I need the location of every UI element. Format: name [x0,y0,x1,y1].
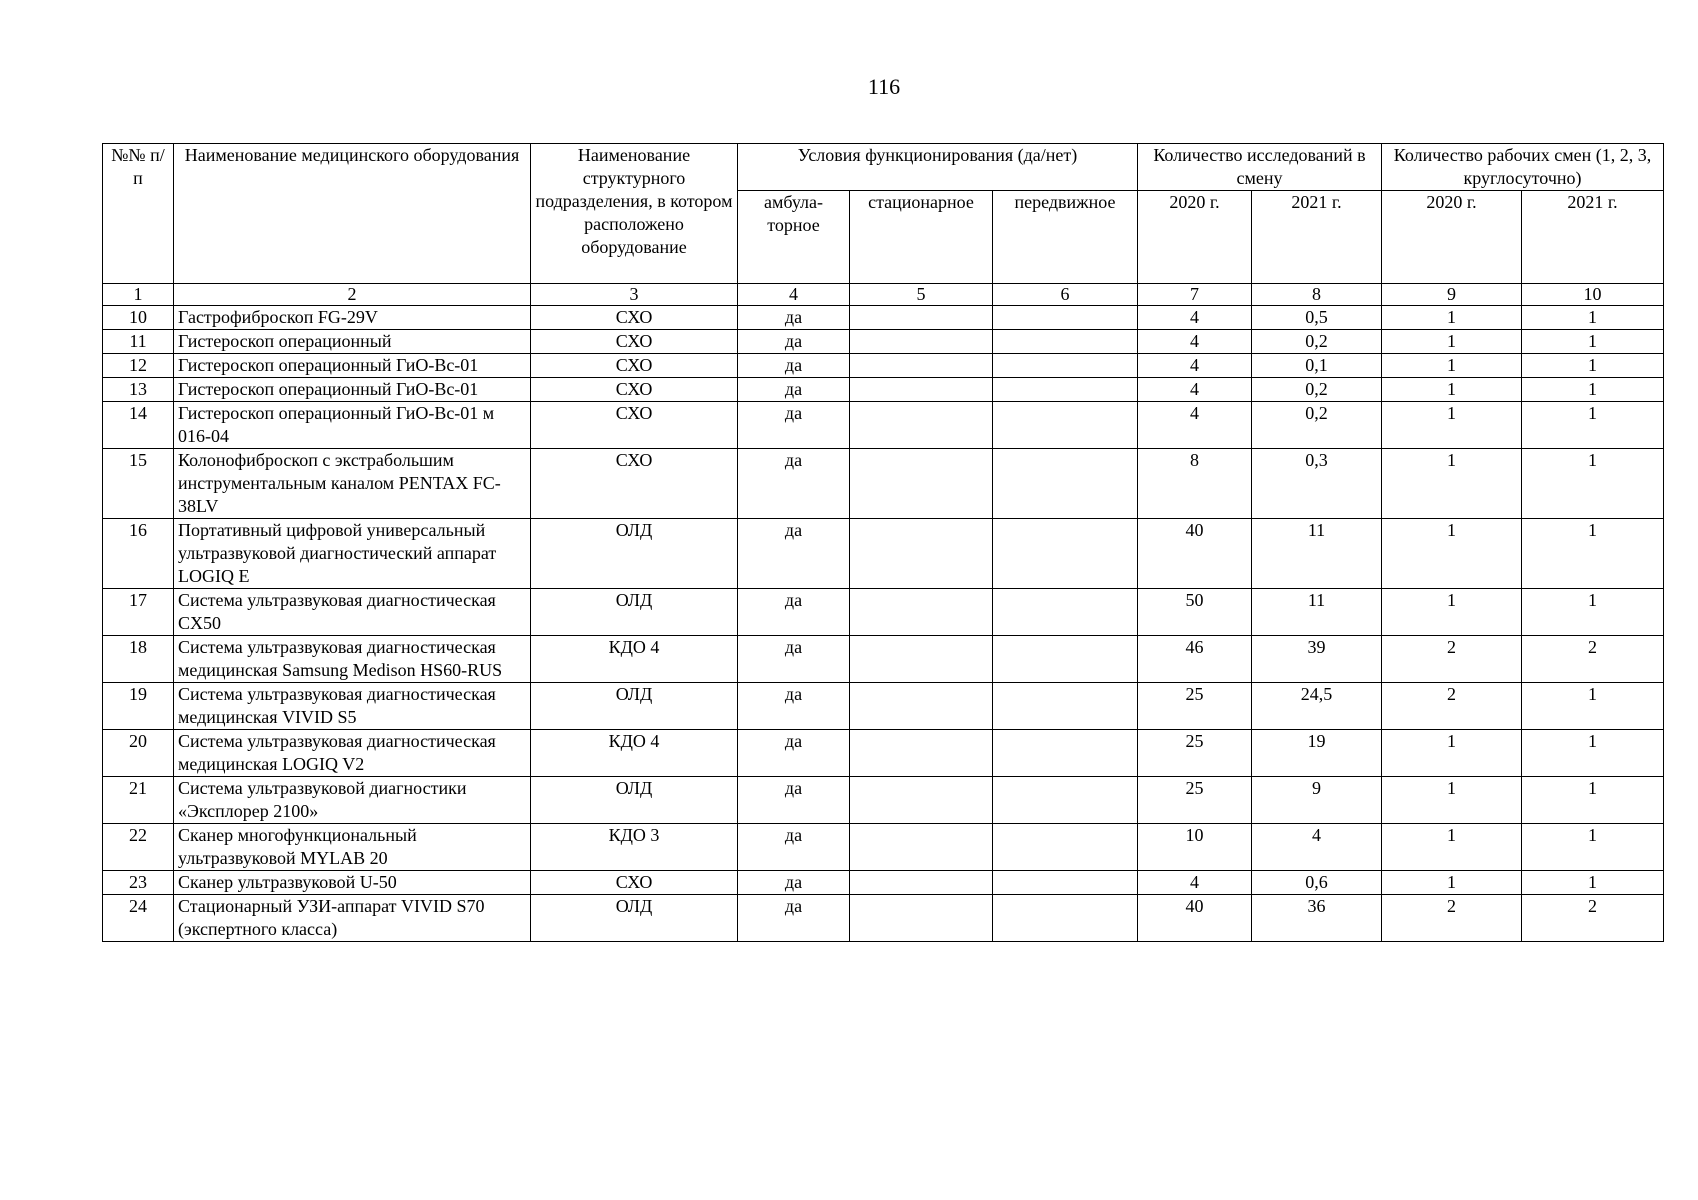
shifts-2020: 2 [1382,895,1522,942]
studies-2020: 4 [1138,402,1252,449]
equipment-name: Гистероскоп операционный [174,330,531,354]
header-studies-2020: 2020 г. [1138,191,1252,284]
row-number: 13 [103,378,174,402]
shifts-2020: 2 [1382,683,1522,730]
inpatient-flag [850,777,993,824]
ambulatory-flag: да [738,519,850,589]
mobile-flag [993,636,1138,683]
shifts-2021: 2 [1522,636,1664,683]
department: СХО [531,378,738,402]
column-index: 5 [850,284,993,306]
header-shifts-2020: 2020 г. [1382,191,1522,284]
studies-2021: 0,2 [1252,378,1382,402]
equipment-name: Сканер многофункциональный ультразвуковой MYLAB 20 [174,824,531,871]
table-row [103,589,1664,636]
studies-2020: 4 [1138,306,1252,330]
department: ОЛД [531,895,738,942]
row-number: 12 [103,354,174,378]
shifts-2021: 1 [1522,402,1664,449]
header-studies: Количество исследований в смену [1138,144,1382,191]
shifts-2020: 1 [1382,330,1522,354]
column-index: 4 [738,284,850,306]
header-shifts-2021: 2021 г. [1522,191,1664,284]
shifts-2021: 1 [1522,683,1664,730]
shifts-2020: 1 [1382,824,1522,871]
shifts-2021: 1 [1522,354,1664,378]
row-number: 22 [103,824,174,871]
studies-2021: 0,1 [1252,354,1382,378]
header-shifts: Количество рабочих смен (1, 2, 3, круглосуточно) [1382,144,1664,191]
page-number: 116 [867,74,901,99]
studies-2021: 19 [1252,730,1382,777]
studies-2020: 40 [1138,895,1252,942]
shifts-2021: 1 [1522,449,1664,519]
table-row [103,519,1664,589]
studies-2021: 4 [1252,824,1382,871]
studies-2020: 25 [1138,683,1252,730]
header-ambulatory: амбула-торное [738,191,850,284]
inpatient-flag [850,519,993,589]
studies-2020: 25 [1138,730,1252,777]
studies-2021: 0,2 [1252,330,1382,354]
studies-2021: 0,5 [1252,306,1382,330]
studies-2021: 39 [1252,636,1382,683]
studies-2020: 50 [1138,589,1252,636]
column-index: 1 [103,284,174,306]
row-number: 14 [103,402,174,449]
equipment-name: Портативный цифровой универсальный ультразвуковой диагностический аппарат LOGIQ E [174,519,531,589]
row-number: 15 [103,449,174,519]
shifts-2020: 1 [1382,306,1522,330]
shifts-2020: 1 [1382,354,1522,378]
row-number: 10 [103,306,174,330]
equipment-name: Система ультразвуковой диагностики «Эксплорер 2100» [174,777,531,824]
studies-2021: 9 [1252,777,1382,824]
studies-2021: 11 [1252,519,1382,589]
shifts-2020: 1 [1382,871,1522,895]
shifts-2020: 1 [1382,777,1522,824]
ambulatory-flag: да [738,895,850,942]
inpatient-flag [850,589,993,636]
studies-2020: 4 [1138,378,1252,402]
department: ОЛД [531,683,738,730]
ambulatory-flag: да [738,871,850,895]
inpatient-flag [850,636,993,683]
ambulatory-flag: да [738,824,850,871]
table-row [103,330,1664,354]
inpatient-flag [850,449,993,519]
ambulatory-flag: да [738,378,850,402]
equipment-name: Колонофиброскоп с экстрабольшим инструментальным каналом PENTAX FC-38LV [174,449,531,519]
studies-2021: 36 [1252,895,1382,942]
table-row [103,777,1664,824]
header-studies-2021: 2021 г. [1252,191,1382,284]
mobile-flag [993,589,1138,636]
department: КДО 3 [531,824,738,871]
studies-2021: 24,5 [1252,683,1382,730]
table-body [103,284,1664,942]
inpatient-flag [850,895,993,942]
ambulatory-flag: да [738,730,850,777]
studies-2020: 46 [1138,636,1252,683]
table-row [103,871,1664,895]
column-index: 7 [1138,284,1252,306]
shifts-2020: 1 [1382,378,1522,402]
inpatient-flag [850,306,993,330]
table-row [103,683,1664,730]
studies-2021: 0,6 [1252,871,1382,895]
department: ОЛД [531,589,738,636]
shifts-2021: 1 [1522,378,1664,402]
inpatient-flag [850,824,993,871]
row-number: 18 [103,636,174,683]
department: КДО 4 [531,636,738,683]
table-row [103,636,1664,683]
department: ОЛД [531,777,738,824]
header-conditions: Условия функционирования (да/нет) [738,144,1138,191]
mobile-flag [993,519,1138,589]
shifts-2020: 1 [1382,402,1522,449]
shifts-2021: 1 [1522,871,1664,895]
studies-2020: 10 [1138,824,1252,871]
row-number: 23 [103,871,174,895]
ambulatory-flag: да [738,402,850,449]
ambulatory-flag: да [738,589,850,636]
equipment-name: Система ультразвуковая диагностическая медицинская VIVID S5 [174,683,531,730]
department: СХО [531,354,738,378]
mobile-flag [993,306,1138,330]
equipment-name: Система ультразвуковая диагностическая CX50 [174,589,531,636]
studies-2020: 8 [1138,449,1252,519]
studies-2021: 0,2 [1252,402,1382,449]
shifts-2021: 1 [1522,589,1664,636]
studies-2020: 40 [1138,519,1252,589]
row-number: 20 [103,730,174,777]
ambulatory-flag: да [738,306,850,330]
mobile-flag [993,449,1138,519]
row-number: 16 [103,519,174,589]
shifts-2021: 2 [1522,895,1664,942]
equipment-table [102,143,1664,942]
mobile-flag [993,824,1138,871]
column-index: 2 [174,284,531,306]
department: СХО [531,306,738,330]
table-row [103,730,1664,777]
mobile-flag [993,378,1138,402]
mobile-flag [993,354,1138,378]
header-inpatient: стационарное [850,191,993,284]
inpatient-flag [850,378,993,402]
row-number: 24 [103,895,174,942]
header-num: №№ п/п [103,144,174,284]
mobile-flag [993,730,1138,777]
column-index: 6 [993,284,1138,306]
equipment-name: Гастрофиброскоп FG-29V [174,306,531,330]
studies-2021: 11 [1252,589,1382,636]
ambulatory-flag: да [738,354,850,378]
row-number: 17 [103,589,174,636]
ambulatory-flag: да [738,636,850,683]
shifts-2021: 1 [1522,306,1664,330]
row-number: 11 [103,330,174,354]
studies-2020: 4 [1138,330,1252,354]
department: СХО [531,330,738,354]
ambulatory-flag: да [738,330,850,354]
table-row [103,895,1664,942]
studies-2021: 0,3 [1252,449,1382,519]
shifts-2020: 1 [1382,589,1522,636]
table-row [103,378,1664,402]
shifts-2021: 1 [1522,730,1664,777]
department: СХО [531,449,738,519]
department: КДО 4 [531,730,738,777]
inpatient-flag [850,354,993,378]
inpatient-flag [850,871,993,895]
inpatient-flag [850,730,993,777]
equipment-name: Система ультразвуковая диагностическая медицинская LOGIQ V2 [174,730,531,777]
ambulatory-flag: да [738,449,850,519]
inpatient-flag [850,330,993,354]
ambulatory-flag: да [738,777,850,824]
shifts-2020: 1 [1382,449,1522,519]
equipment-name: Гистероскоп операционный ГиО-Вс-01 [174,354,531,378]
studies-2020: 25 [1138,777,1252,824]
equipment-name: Стационарный УЗИ-аппарат VIVID S70 (экспертного класса) [174,895,531,942]
inpatient-flag [850,402,993,449]
equipment-name: Гистероскоп операционный ГиО-Вс-01 [174,378,531,402]
mobile-flag [993,895,1138,942]
department: СХО [531,871,738,895]
header-name: Наименование медицинского оборудования [174,144,531,284]
table-row [103,449,1664,519]
shifts-2020: 1 [1382,519,1522,589]
column-index: 10 [1522,284,1664,306]
shifts-2020: 1 [1382,730,1522,777]
mobile-flag [993,777,1138,824]
column-index: 3 [531,284,738,306]
table-row [103,354,1664,378]
equipment-name: Сканер ультразвуковой U-50 [174,871,531,895]
mobile-flag [993,871,1138,895]
equipment-name: Гистероскоп операционный ГиО-Вс-01 м 016-04 [174,402,531,449]
department: СХО [531,402,738,449]
equipment-name: Система ультразвуковая диагностическая медицинская Samsung Medison HS60-RUS [174,636,531,683]
mobile-flag [993,402,1138,449]
table-row [103,402,1664,449]
mobile-flag [993,330,1138,354]
header-mobile: передвижное [993,191,1138,284]
row-number: 19 [103,683,174,730]
column-index: 9 [1382,284,1522,306]
inpatient-flag [850,683,993,730]
header-row-1 [103,144,1664,191]
department: ОЛД [531,519,738,589]
shifts-2021: 1 [1522,519,1664,589]
shifts-2021: 1 [1522,824,1664,871]
header-unit: Наименование структурного подразделения, в котором расположено оборудование [531,144,738,284]
shifts-2020: 2 [1382,636,1522,683]
column-index: 8 [1252,284,1382,306]
ambulatory-flag: да [738,683,850,730]
studies-2020: 4 [1138,354,1252,378]
mobile-flag [993,683,1138,730]
studies-2020: 4 [1138,871,1252,895]
column-index-row [103,284,1664,306]
table-row [103,824,1664,871]
shifts-2021: 1 [1522,330,1664,354]
row-number: 21 [103,777,174,824]
shifts-2021: 1 [1522,777,1664,824]
table-row [103,306,1664,330]
